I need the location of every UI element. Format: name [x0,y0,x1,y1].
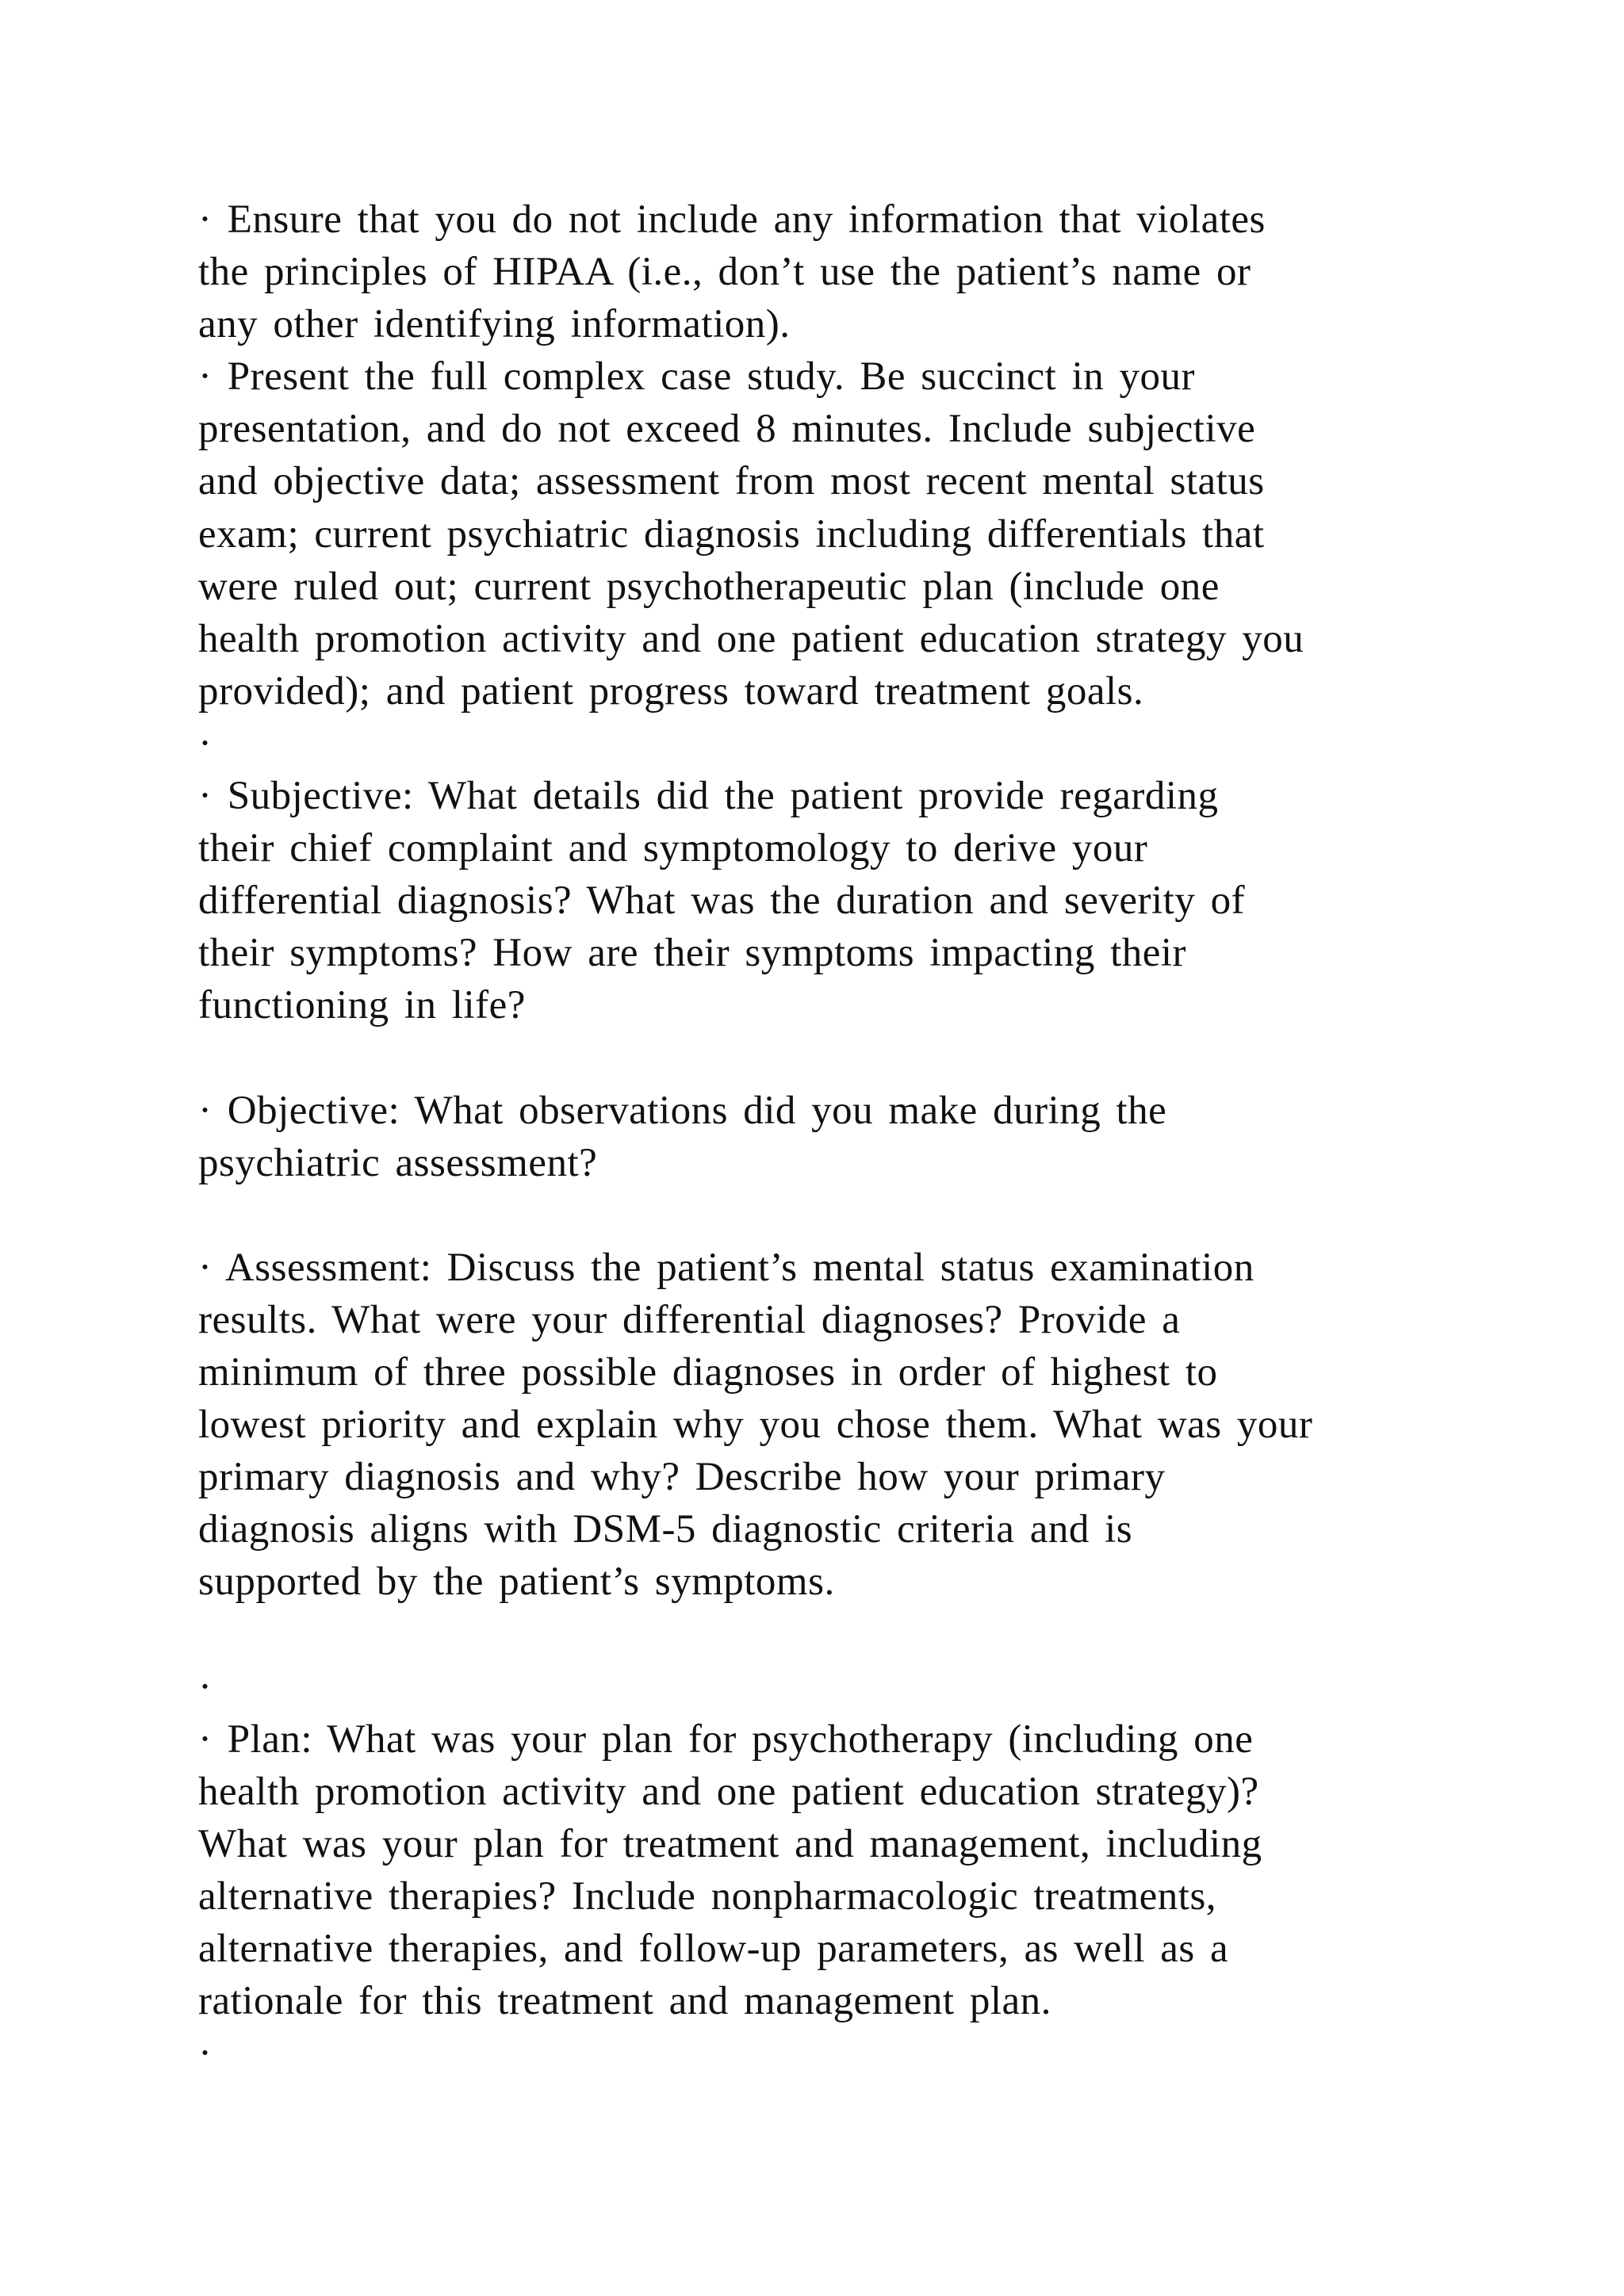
text-line: their symptoms? How are their symptoms impacting their [198,931,1187,976]
text-line: exam; current psychiatric diagnosis including differentials that [198,511,1265,557]
text-line: primary diagnosis and why? Describe how your primary [198,1455,1166,1500]
text-line: were ruled out; current psychotherapeutic plan (include one [198,564,1220,609]
text-line-ensure-hipaa: · Ensure that you do not include any information that violates [198,197,1266,242]
text-line: and objective data; assessment from most recent mental status [198,459,1265,504]
text-line: diagnosis aligns with DSM-5 diagnostic criteria and is [198,1507,1133,1552]
text-line-assessment: · Assessment: Discuss the patient’s mental status examination [198,1245,1254,1290]
text-line: supported by the patient’s symptoms. [198,1559,835,1605]
text-line: health promotion activity and one patient education strategy)? [198,1769,1259,1814]
blank-line [198,1032,1467,1085]
text-line: functioning in life? [198,983,526,1028]
text-line: psychiatric assessment? [198,1140,598,1185]
text-line: differential diagnosis? What was the duration and severity of [198,878,1246,924]
text-line: provided); and patient progress toward treatment goals. [198,668,1144,714]
text-line: presentation, and do not exceed 8 minutes. Include subjective [198,407,1256,452]
text-line-plan: · Plan: What was your plan for psychotherapy (including one [198,1716,1254,1762]
text-line-objective: · Objective: What observations did you make during the [198,1088,1167,1133]
text-line: What was your plan for treatment and management, including [198,1821,1262,1866]
text-line: health promotion activity and one patient education strategy you [198,616,1304,661]
bullet-dot: · [198,721,213,766]
text-line: rationale for this treatment and management plan. [198,1979,1051,2024]
blank-line [198,1609,1467,1661]
text-line: results. What were your differential diagnoses? Provide a [198,1297,1181,1342]
text-line: lowest priority and explain why you chose them. What was your [198,1402,1313,1448]
text-line: the principles of HIPAA (i.e., don’t use the patient’s name or [198,250,1251,295]
text-line: any other identifying information). [198,302,791,347]
text-line: alternative therapies, and follow-up parameters, as well as a [198,1927,1229,1972]
text-line: minimum of three possible diagnoses in order of highest to [198,1350,1218,1395]
text-line: alternative therapies? Include nonpharmacologic treatments, [198,1874,1217,1919]
text-line-present-case: · Present the full complex case study. Be succinct in your [198,354,1195,400]
blank-line [198,1189,1467,1242]
text-line: their chief complaint and symptomology to derive your [198,826,1148,871]
bullet-dot: · [198,2031,213,2076]
bullet-dot: · [198,1664,213,1709]
text-line-subjective: · Subjective: What details did the patient provide regarding [198,774,1219,819]
document-body [198,193,1467,2080]
